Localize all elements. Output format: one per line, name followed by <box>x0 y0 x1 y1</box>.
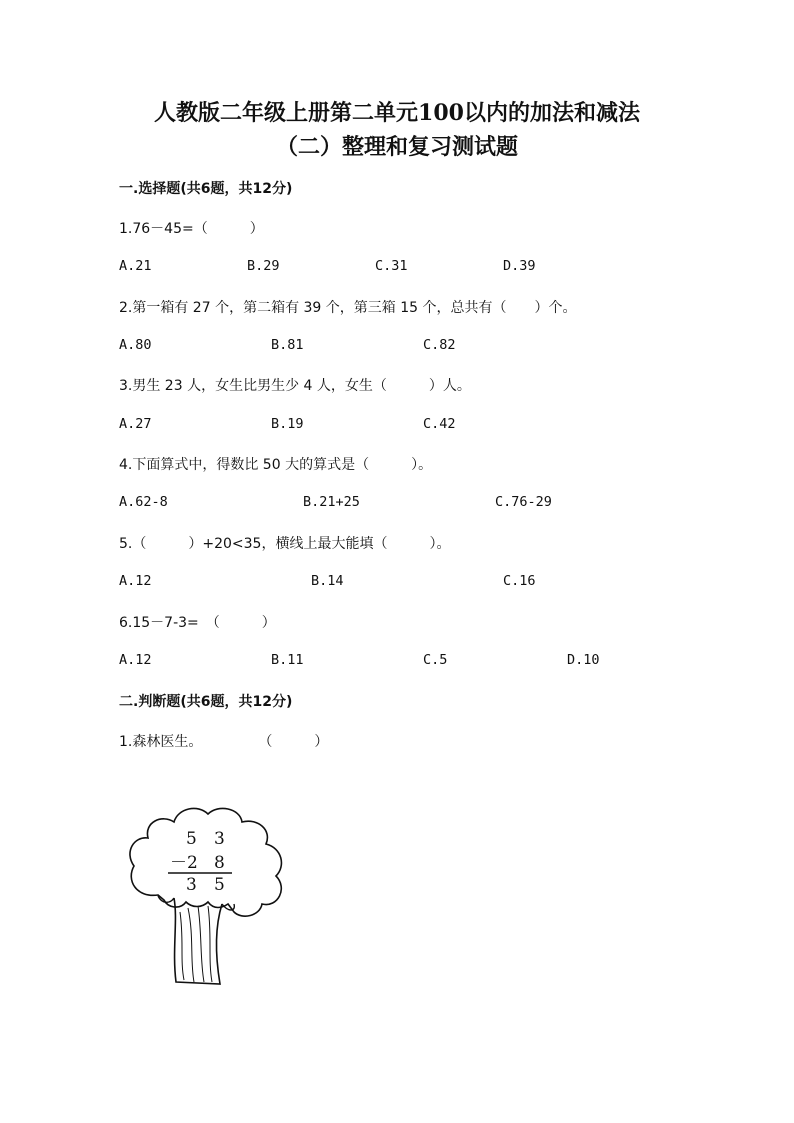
q3-option-c: C.42 <box>423 416 456 432</box>
tree-trunk <box>174 898 222 984</box>
question-4: 4.下面算式中，得数比 50 大的算式是（ ）。 <box>119 457 433 473</box>
figure-row1-tens: 5 <box>186 829 197 849</box>
question-5: 5.（ ）+20<35，横线上最大能填（ ）。 <box>119 536 451 552</box>
q6-option-c: C.5 <box>423 652 448 668</box>
q5-option-a: A.12 <box>119 573 152 589</box>
q6-option-d: D.10 <box>567 652 600 668</box>
q1-option-a: A.21 <box>119 258 152 274</box>
question-3: 3.男生 23 人，女生比男生少 4 人，女生（ ）人。 <box>119 378 471 394</box>
q6-option-b: B.11 <box>271 652 304 668</box>
section-heading-choice: 一.选择题(共6题，共12分) <box>119 181 293 197</box>
question-6: 6.15－7-3= （ ） <box>119 615 276 631</box>
question-2: 2.第一箱有 27 个，第二箱有 39 个，第三箱 15 个，总共有（ ）个。 <box>119 300 577 316</box>
q4-option-c: C.76-29 <box>495 494 552 510</box>
figure-row1-ones: 3 <box>214 829 225 849</box>
figure-row2-tens: －2 <box>170 853 198 873</box>
question-1: 1.76－45=（ ） <box>119 221 264 237</box>
q3-option-b: B.19 <box>271 416 304 432</box>
q4-option-a: A.62-8 <box>119 494 168 510</box>
q2-option-b: B.81 <box>271 337 304 353</box>
q1-option-d: D.39 <box>503 258 536 274</box>
figure-row3-tens: 3 <box>186 875 197 895</box>
figure-row3-ones: 5 <box>214 875 225 895</box>
figure-row2-ones: 8 <box>214 853 225 873</box>
section-heading-judge: 二.判断题(共6题，共12分) <box>119 694 293 710</box>
page-title: 人教版二年级上册第二单元100以内的加法和减法 <box>154 100 640 126</box>
q1-option-b: B.29 <box>247 258 280 274</box>
tree-canopy <box>130 808 281 916</box>
q3-option-a: A.27 <box>119 416 152 432</box>
tree-illustration <box>118 800 298 999</box>
page-subtitle: （二）整理和复习测试题 <box>275 134 518 160</box>
q2-option-c: C.82 <box>423 337 456 353</box>
q2-option-a: A.80 <box>119 337 152 353</box>
q4-option-b: B.21+25 <box>303 494 360 510</box>
judge-question-1: 1.森林医生。 （ ） <box>119 734 329 750</box>
q6-option-a: A.12 <box>119 652 152 668</box>
q5-option-b: B.14 <box>311 573 344 589</box>
q1-option-c: C.31 <box>375 258 408 274</box>
q5-option-c: C.16 <box>503 573 536 589</box>
